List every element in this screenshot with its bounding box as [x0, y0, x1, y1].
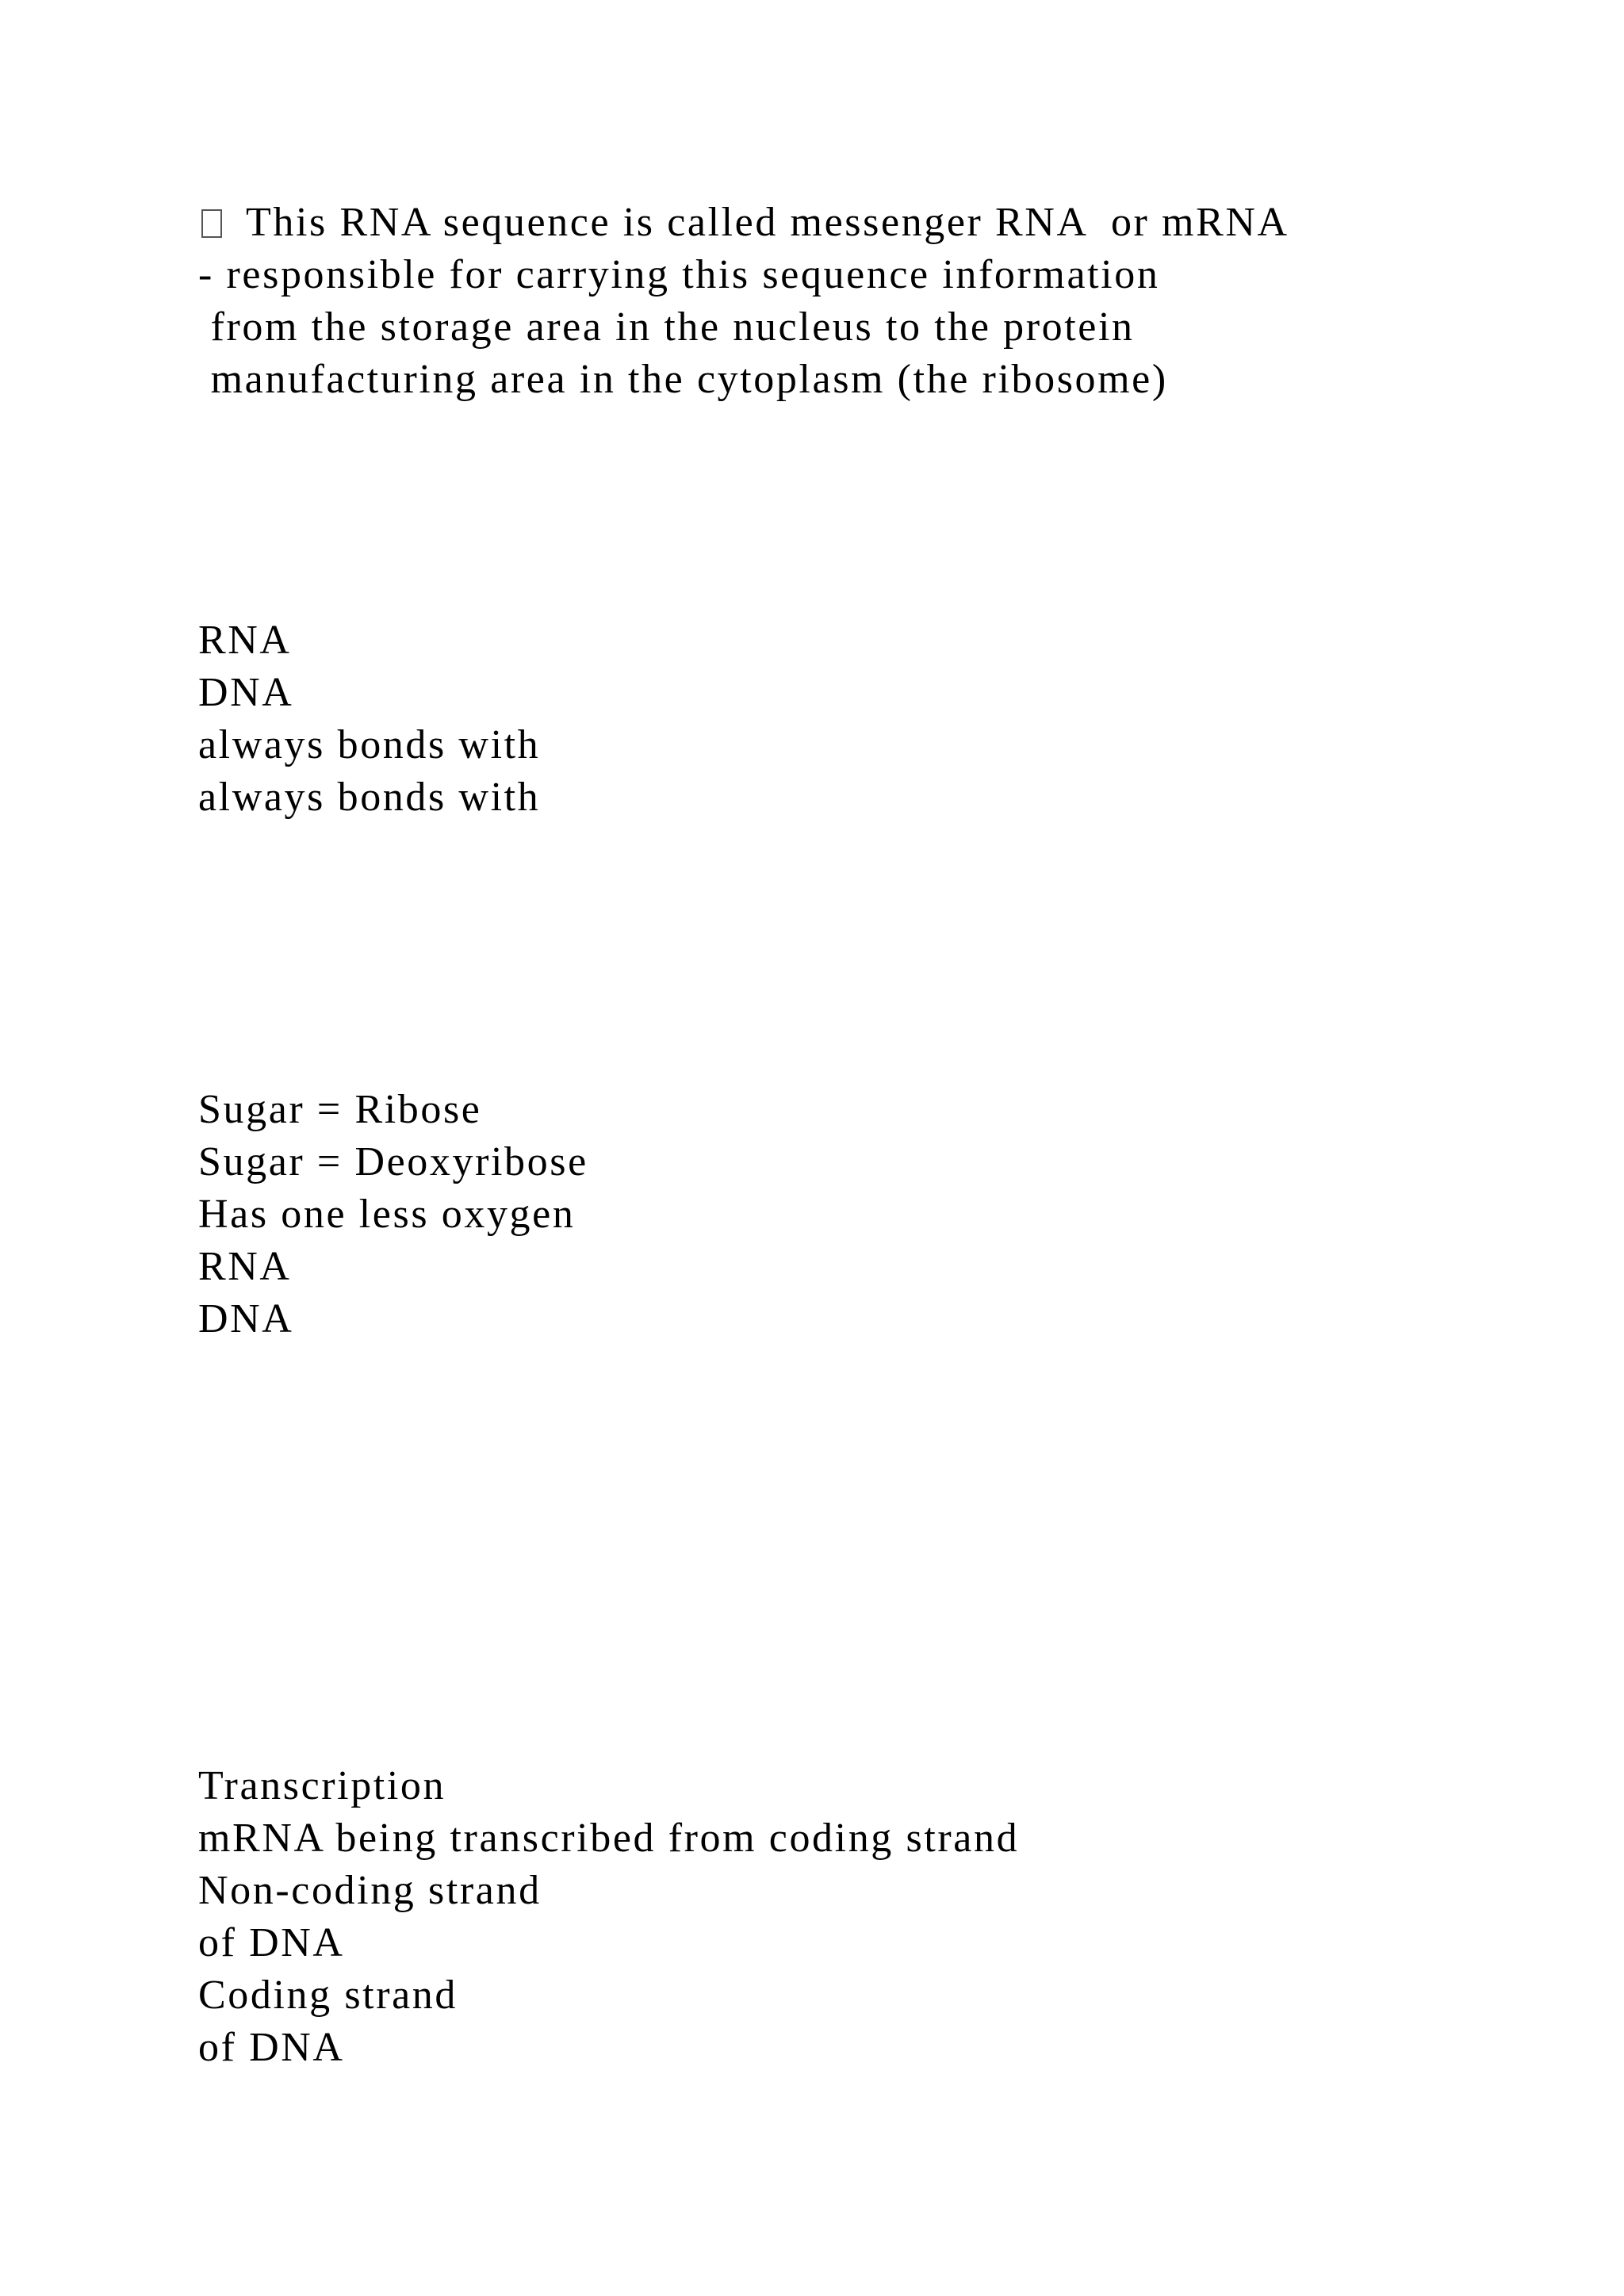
transcription-line-noncoding: Non-coding strand	[198, 1868, 542, 1913]
bonds-line-always-1: always bonds with	[198, 722, 541, 767]
sugar-line-ribose: Sugar = Ribose	[198, 1087, 482, 1132]
mrna-line-1-text: This RNA sequence is called messenger RNA or mRNA	[246, 200, 1289, 245]
sugar-line-deoxyribose: Sugar = Deoxyribose	[198, 1139, 588, 1184]
mrna-line-3: from the storage area in the nucleus to the protein	[198, 304, 1135, 350]
transcription-line-of-dna-2: of DNA	[198, 2025, 345, 2070]
missing-glyph-bullet-icon	[201, 209, 222, 238]
sugar-line-dna: DNA	[198, 1296, 294, 1341]
bonding-labels	[198, 614, 540, 824]
transcription-title: Transcription	[198, 1763, 446, 1808]
mrna-paragraph	[198, 197, 1289, 406]
bonds-line-dna: DNA	[198, 670, 294, 715]
transcription-labels	[198, 1760, 1019, 2074]
bonds-line-rna: RNA	[198, 618, 292, 663]
sugar-line-oxygen: Has one less oxygen	[198, 1192, 576, 1237]
transcription-line-mrna: mRNA being transcribed from coding strand	[198, 1816, 1020, 1861]
mrna-line-1	[198, 197, 1289, 249]
sugar-line-rna: RNA	[198, 1244, 292, 1289]
transcription-line-coding: Coding strand	[198, 1973, 458, 2018]
sugar-labels	[198, 1084, 588, 1345]
bonds-line-always-2: always bonds with	[198, 775, 541, 820]
mrna-line-2: - responsible for carrying this sequence information	[198, 252, 1160, 297]
mrna-line-4: manufacturing area in the cytoplasm (the ribosome)	[198, 357, 1168, 402]
transcription-line-of-dna-1: of DNA	[198, 1920, 345, 1965]
